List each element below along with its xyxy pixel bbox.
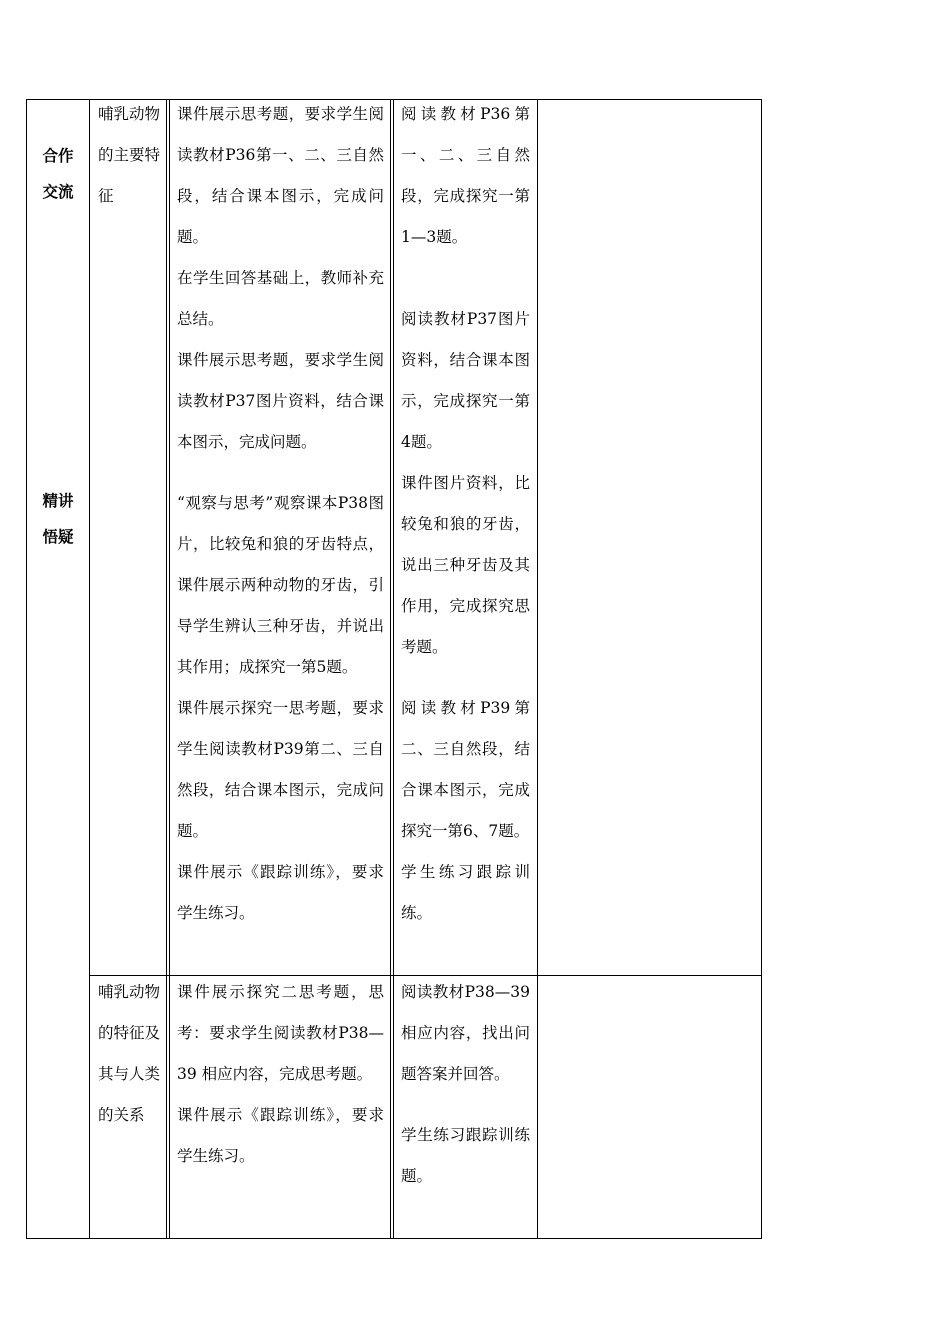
column-divider (537, 100, 538, 1238)
column-divider (390, 100, 394, 1238)
topic-text: 哺乳动物的特征及其与人类的关系 (98, 983, 161, 1124)
student-activity: 学生练习跟踪训练。 (401, 863, 530, 922)
student-activity: 阅读教材P38—39 相应内容，找出问题答案并回答。 (401, 983, 530, 1083)
student-activity-cell (401, 972, 530, 1197)
teacher-activity-cell (177, 972, 384, 1177)
student-activity: 学生练习跟踪训练题。 (401, 1126, 530, 1185)
student-activity: 阅读教材P39第二、三自然段，结合课本图示，完成探究一第6、7题。 (401, 699, 530, 840)
teacher-activity: 课件展示探究一思考题，要求学生阅读教材P39第二、三自然段，结合课本图示，完成问题。 (177, 699, 384, 840)
teacher-activity: 课件展示探究二思考题，思考：要求学生阅读教材P38—39 相应内容，完成思考题。 (177, 983, 384, 1083)
teacher-activity-cell (177, 94, 384, 934)
lesson-plan-table (26, 99, 762, 1239)
student-activity: 阅读教材P37图片资料，结合课本图示，完成探究一第4题。 (401, 310, 530, 451)
column-divider (166, 100, 170, 1238)
teacher-activity: 课件展示《跟踪训练》，要求学生练习。 (177, 863, 384, 922)
topic-cell (98, 972, 160, 1136)
teacher-activity: 课件展示思考题，要求学生阅读教材P36第一、二、三自然段，结合课本图示，完成问题。 (177, 105, 384, 246)
student-activity: 课件图片资料，比较兔和狼的牙齿，说出三种牙齿及其作用，完成探究思考题。 (401, 474, 530, 656)
student-activity-cell (401, 94, 530, 934)
stage-label-cooperate: 合作交流 (42, 147, 74, 201)
student-activity: 阅读教材P36第一、二、三自然段，完成探究一第1—3题。 (401, 105, 530, 246)
teacher-activity: 课件展示《跟踪训练》，要求学生练习。 (177, 1106, 384, 1165)
topic-text: 哺乳动物的主要特征 (98, 105, 161, 205)
stage-label-explain: 精讲悟疑 (42, 492, 74, 546)
teacher-activity: 课件展示思考题，要求学生阅读教材P37图片资料，结合课本图示，完成问题。 (177, 351, 384, 451)
teacher-activity: 在学生回答基础上，教师补充总结。 (177, 269, 384, 328)
teacher-activity: “观察与思考”观察课本P38图片，比较兔和狼的牙齿特点，课件展示两种动物的牙齿，引导学生辨认三种牙齿，并说出其作用；成探究一第5题。 (177, 494, 384, 676)
column-divider (89, 100, 90, 1238)
topic-cell (98, 94, 160, 217)
